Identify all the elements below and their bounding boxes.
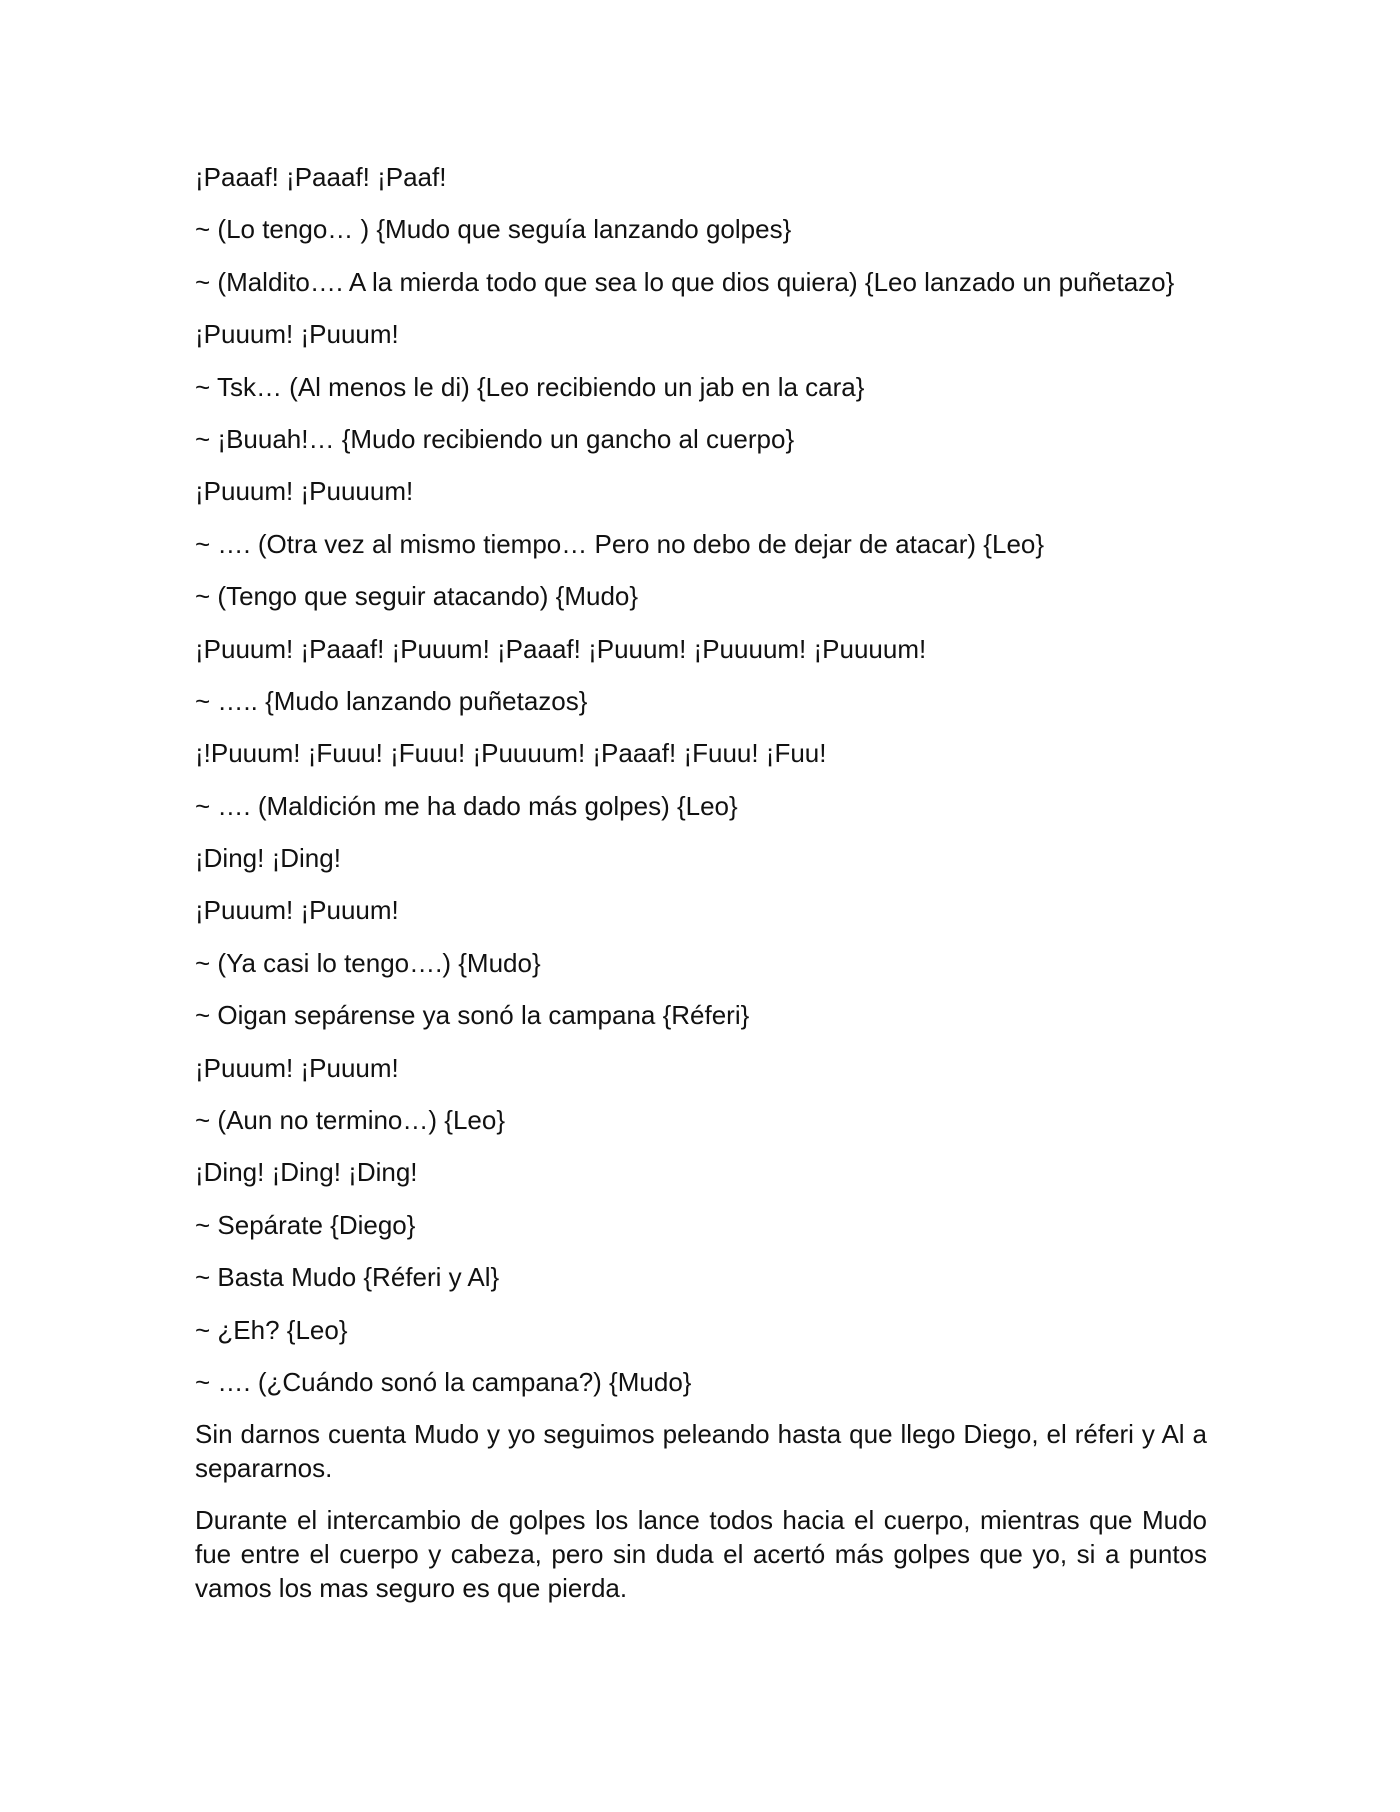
text-line: ¡Puuum! ¡Puuum! (195, 1052, 399, 1083)
narrative-paragraph: Sin darnos cuenta Mudo y yo seguimos peleando hasta que llego Diego, el réferi y Al a separarnos. (195, 1419, 1207, 1484)
text-line: ¡Puuum! ¡Puuum! (195, 895, 399, 926)
text-line: ~ …. (Maldición me ha dado más golpes) {Leo} (195, 790, 738, 821)
text-line: ~ …. (¿Cuándo sonó la campana?) {Mudo} (195, 1366, 692, 1397)
text-line: ~ (Ya casi lo tengo….) {Mudo} (195, 947, 541, 978)
text-line: ¡Ding! ¡Ding! ¡Ding! (195, 1157, 418, 1188)
text-line: ¡Puuum! ¡Paaaf! ¡Puuum! ¡Paaaf! ¡Puuum! ¡Puuuum! ¡Puuuum! (195, 633, 927, 664)
text-line: ~ (Lo tengo… ) {Mudo que seguía lanzando golpes} (195, 214, 792, 245)
text-line: ~ Oigan sepárense ya sonó la campana {Réferi} (195, 1000, 750, 1031)
text-line: ¡Puuum! ¡Puuum! (195, 319, 399, 350)
text-line: ~ …. (Otra vez al mismo tiempo… Pero no debo de dejar de atacar) {Leo} (195, 528, 1045, 559)
text-line: ~ ….. {Mudo lanzando puñetazos} (195, 685, 588, 716)
text-line: ~ Sepárate {Diego} (195, 1209, 416, 1240)
text-line: ~ Tsk… (Al menos le di) {Leo recibiendo un jab en la cara} (195, 371, 865, 402)
text-line: ~ Basta Mudo {Réferi y Al} (195, 1262, 500, 1293)
text-line: ¡Ding! ¡Ding! (195, 843, 341, 874)
text-line: ~ (Aun no termino…) {Leo} (195, 1105, 506, 1136)
document-body (195, 160, 1207, 1623)
narrative-paragraph: Durante el intercambio de golpes los lance todos hacia el cuerpo, mientras que Mudo fue entre el cuerpo y cabeza, pero sin duda el acertó más golpes que yo, si a puntos vamos los mas seguro es que pierda. (195, 1505, 1207, 1604)
text-line: ~ (Maldito…. A la mierda todo que sea lo que dios quiera) {Leo lanzado un puñetazo} (195, 266, 1175, 297)
text-line: ¡Paaaf! ¡Paaaf! ¡Paaf! (195, 162, 447, 192)
text-line: ¡Puuum! ¡Puuuum! (195, 476, 414, 507)
text-line: ~ (Tengo que seguir atacando) {Mudo} (195, 581, 639, 612)
text-line: ~ ¡Buuah!… {Mudo recibiendo un gancho al cuerpo} (195, 423, 795, 454)
text-line: ¡!Puuum! ¡Fuuu! ¡Fuuu! ¡Puuuum! ¡Paaaf! ¡Fuuu! ¡Fuu! (195, 738, 827, 769)
text-line: ~ ¿Eh? {Leo} (195, 1314, 348, 1345)
